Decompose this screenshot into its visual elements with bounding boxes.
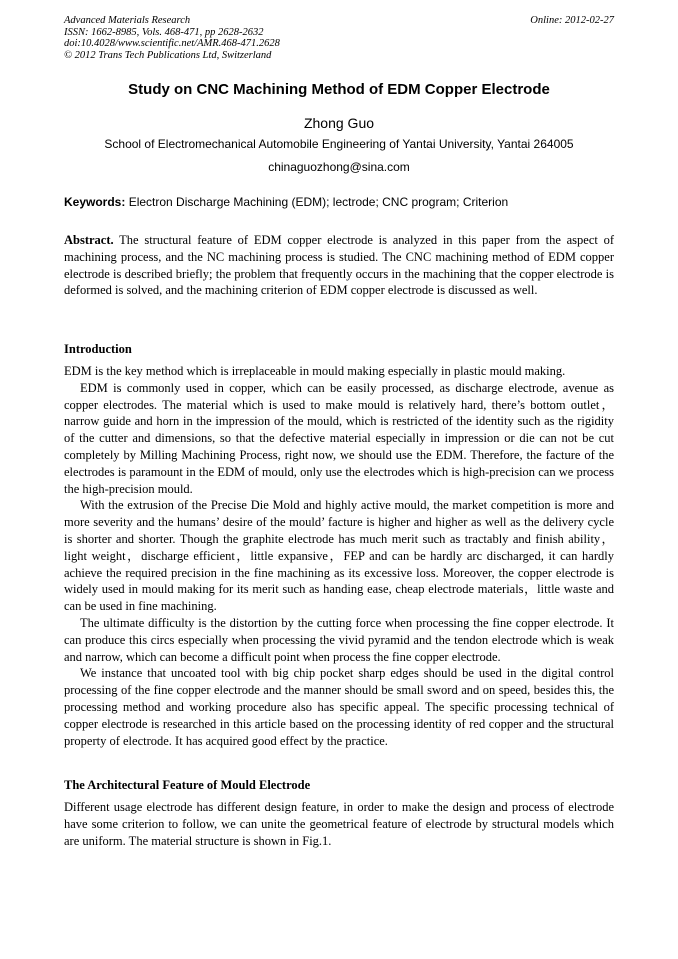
abstract-label: Abstract. <box>64 233 114 247</box>
journal-header <box>64 15 280 61</box>
journal-name: Advanced Materials Research <box>64 15 191 26</box>
doi-line: doi:10.4028/www.scientific.net/AMR.468-471.2628 <box>64 38 280 50</box>
intro-paragraph-2: EDM is commonly used in copper, which can be easily processed, as discharge electrode, avenue as copper electrodes. The material which is used to make mould is relatively hard, there’s bottom outlet， narrow guide and horn in the impression of the mould, which is restricted of the identity such as the rigidity of the cutter and dimensions, so that the defective material especially in impression or die can not be cut completely by Milling Machining Process, right now, we should use the EDM. Therefore, the facture of the electrodes is paramount in the EDM of mould, only use the electrodes which is high-precision can we process the high-precision mould. <box>64 380 614 496</box>
online-date: Online: 2012-02-27 <box>530 15 614 26</box>
introduction-heading: Introduction <box>64 342 132 356</box>
copyright-line: © 2012 Trans Tech Publications Ltd, Switzerland <box>64 49 272 61</box>
keywords <box>64 195 614 210</box>
intro-paragraph-1: EDM is the key method which is irreplaceable in mould making especially in plastic mould making. <box>64 364 566 378</box>
section2-paragraph: Different usage electrode has different design feature, in order to make the design and process of electrode have some criterion to follow, we can unite the geometrical feature of electrode by structural models which are uniform. The material structure is shown in Fig.1. <box>64 800 614 848</box>
abstract <box>64 232 614 299</box>
intro-paragraph-5: We instance that uncoated tool with big chip pocket sharp edges should be used in the digital control processing of the fine copper electrode and the manner should be small sword and on speed, besides this, the processing method and working procedure also has specific appeal. The specific processing technical of copper electrode is researched in this article based on the processing identity of red copper and the structural property of electrode. It has acquired good effect by the practice. <box>64 666 614 748</box>
author-name: Zhong Guo <box>303 115 375 131</box>
intro-paragraph-3: With the extrusion of the Precise Die Mold and highly active mould, the market competition is more and more severity and the humans’ desire of the mould’ facture is higher and higher as well as the delivery cycle is shorter and shorter. Though the graphite electrode has much merit such as tractably and finish ability，light weight，discharge efficient，little expansive，FEP and can be hardly arc discharged, it can hardly achieve the required precision in the fine machining as its excessive loss. Moreover, the copper electrode is widely used in mould making for its merit such as handing ease, cheap electrode materials，little waste and can be used in fine machining. <box>64 498 614 614</box>
section2-heading: The Architectural Feature of Mould Electrode <box>64 778 311 792</box>
abstract-text: The structural feature of EDM copper electrode is analyzed in this paper from the aspect of machining process, and the NC machining process is studied. The CNC machining method of EDM copper electrode is described briefly; the problem that frequently occurs in the machining that the copper electrode is deformed is solved, and the machining criterion of EDM copper electrode is discussed as well. <box>64 233 614 298</box>
affiliation: School of Electromechanical Automobile Engineering of Yantai University, Yantai 264005 <box>104 137 574 151</box>
intro-paragraph-4: The ultimate difficulty is the distortion by the cutting force when processing the fine copper electrode. It can produce this circs especially when processing the vivid pyramid and the tendon electrode which is weak and narrow, which can become a difficult point when process the fine copper electrode. <box>64 615 614 664</box>
introduction-body <box>64 363 614 749</box>
section2-body <box>64 799 614 849</box>
author-email[interactable]: chinaguozhong@sina.com <box>268 160 410 174</box>
keywords-text: Electron Discharge Machining (EDM); lectrode; CNC program; Criterion <box>128 195 509 209</box>
paper-title: Study on CNC Machining Method of EDM Copper Electrode <box>128 81 550 98</box>
keywords-label: Keywords: <box>64 195 126 209</box>
issn-line: ISSN: 1662-8985, Vols. 468-471, pp 2628-2632 <box>64 26 264 38</box>
